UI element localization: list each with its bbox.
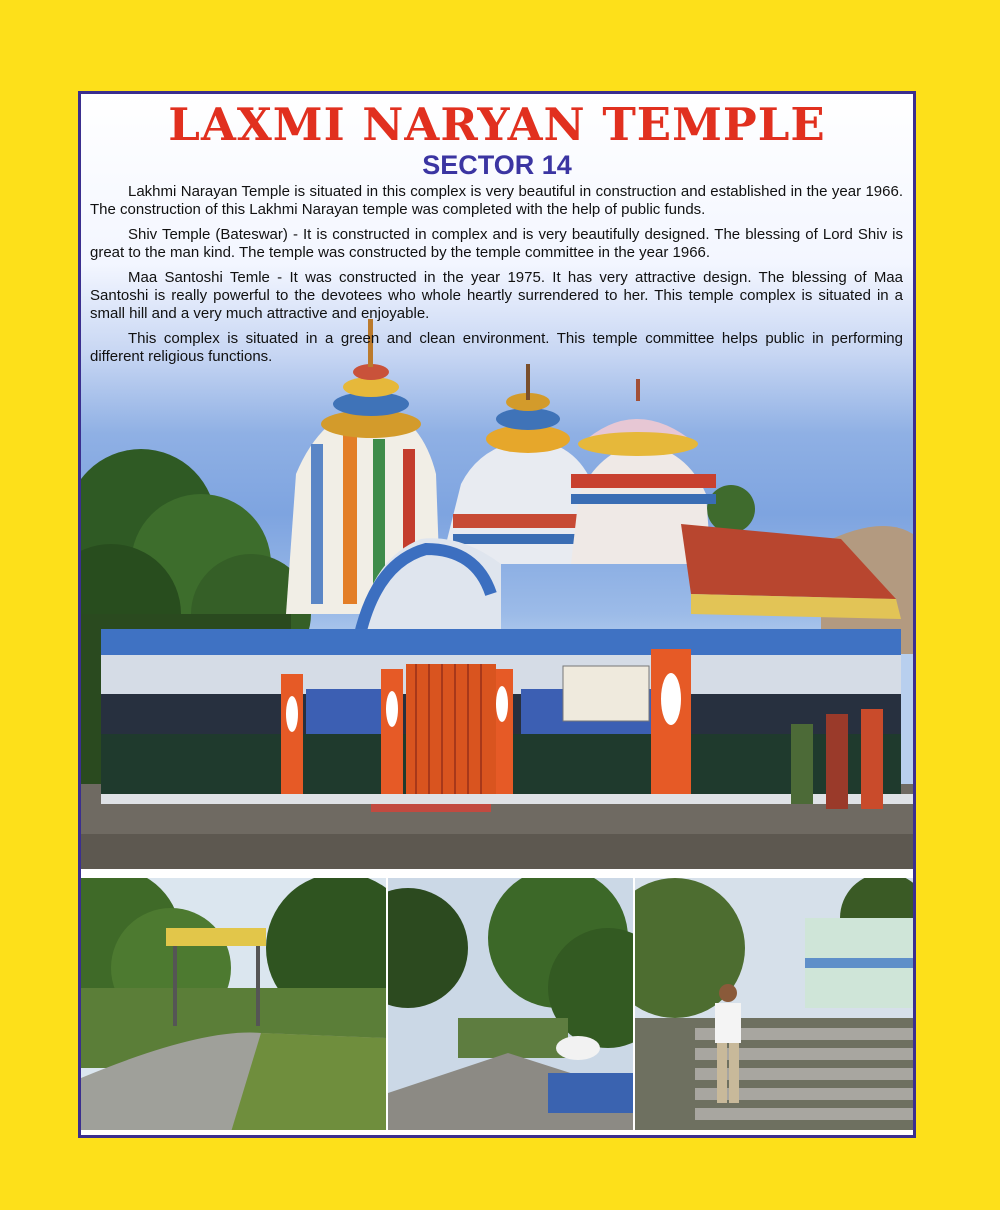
photo-strip	[81, 876, 913, 1132]
entrance-gate-photo	[81, 878, 386, 1132]
paragraph-shiv-temple: Shiv Temple (Bateswar) - It is constructed in complex and is very beautifully designed. The blessing of Lord Shiv is great to the man kind. The temple was constructed by the temple committee in the year 1966.	[90, 226, 903, 261]
temple-path-photo	[388, 878, 633, 1132]
bottom-divider	[81, 1130, 913, 1136]
paragraph-maa-santoshi: Maa Santoshi Temle - It was constructed in the year 1975. It has very attractive design. The blessing of Maa Santoshi is really powerful to the devotees who whole heartly surrendered to her. This temple complex is situated in a small hill and a very much attractive and enjoyable.	[90, 269, 903, 322]
temple-steps-photo	[635, 878, 913, 1132]
poster-frame	[78, 91, 916, 1138]
page-title: LAXMI NARYAN TEMPLE	[168, 98, 826, 151]
description-text	[90, 183, 903, 373]
temple-hero-section	[81, 94, 913, 869]
page-subtitle: SECTOR 14	[422, 150, 572, 180]
paragraph-laxmi-narayan: Lakhmi Narayan Temple is situated in this complex is very beautiful in construction and established in the year 1966. The construction of this Lakhmi Narayan temple was completed with the help of public funds.	[90, 183, 903, 218]
paragraph-environment: This complex is situated in a green and clean environment. This temple committee helps public in performing different religious functions.	[90, 330, 903, 365]
